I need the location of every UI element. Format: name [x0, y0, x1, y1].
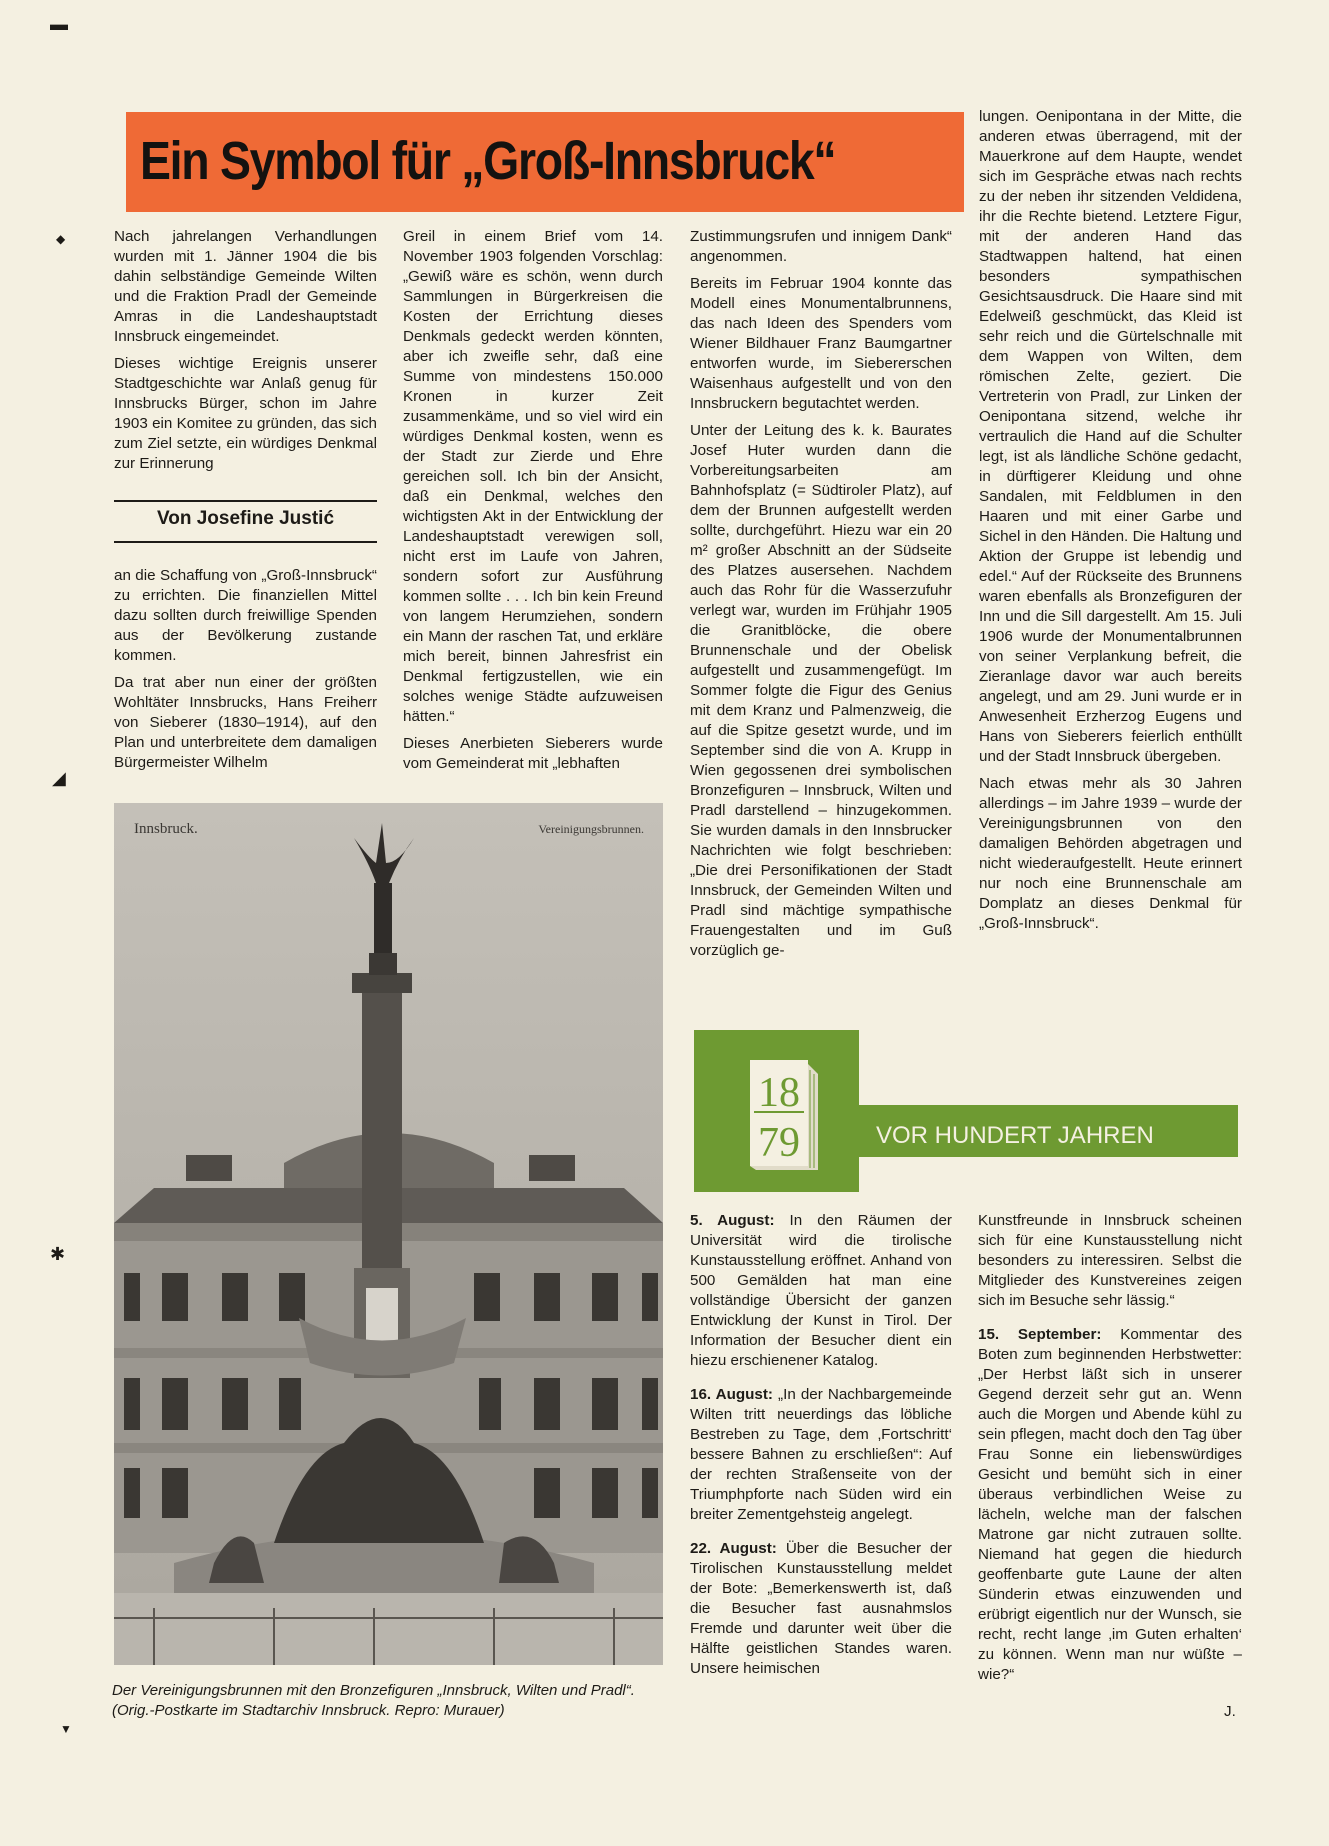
entry-text: In den Räumen der Universität wird die tirolische Kunstausstellung eröffnet. Anhand von 500 Gemälden hat man eine vollständige Übersicht der ganzen Entwicklung der Kunst in Tirol. Der Information der Besucher dient ein hiezu erschienener Katalog. [690, 1212, 952, 1369]
chronicle-entry [690, 1539, 952, 1679]
chronicle-entry [690, 1385, 952, 1525]
margin-mark: ▬ [50, 14, 68, 34]
byline: Von Josefine Justić [156, 508, 335, 529]
column-4 [979, 107, 1242, 941]
paragraph: Dieses Anerbieten Sieberers wurde vom Gemeinderat mit „lebhaften [403, 735, 663, 772]
author-signature: J. [1224, 1703, 1236, 1720]
paragraph: Nach jahrelangen Verhandlungen wurden mit 1. Jänner 1904 die bis dahin selbständige Gemeinde Wilten und die Fraktion Pradl der Gemeinde Amras in die Landeshauptstadt Innsbruck eingemeindet. [114, 228, 377, 345]
title-bar [126, 112, 964, 212]
fountain-illustration [114, 803, 663, 1665]
vor-hundert-jahren-banner [694, 1030, 1238, 1192]
entry-date: 5. August: [690, 1212, 775, 1229]
calendar-icon [750, 1060, 818, 1170]
paragraph: Dieses wichtige Ereignis unserer Stadtgeschichte war Anlaß genug für Innsbrucks Bürger, schon im Jahre 1903 ein Komitee zu gründen, das sich zum Ziel setzte, ein würdiges Denkmal zur Erinnerung [114, 355, 377, 472]
paragraph: Greil in einem Brief vom 14. November 1903 folgenden Vorschlag: „Gewiß wäre es schön, wenn durch Sammlungen in Bürgerkreisen die Kosten der Errichtung dieses Denkmals gedeckt werden könnten, aber ich zweifle sehr, daß eine Summe von mindestens 150.000 Kronen in kurzer Zeit zusammenkäme, und so viel wird ein würdiges Denkmal kosten, wenn es der Stadt zur Zierde und Ehre gereichen soll. Ich bin der Ansicht, daß ein Denkmal, welches den wichtigsten Akt in der Entwicklung der Landeshauptstadt verewigen soll, nicht erst im Laufe von Jahren, sondern sofort zur Ausführung kommen sollte . . . Ich bin kein Freund von langem Herumziehen, sondern ein Mann der raschen Tat, und erkläre mich bereit, binnen Jahresfrist ein Denkmal fertigzustellen, wie ein solches wenige Städte aufzuweisen hätten.“ [403, 228, 663, 725]
photo-caption: Der Vereinigungsbrunnen mit den Bronzefiguren „Innsbruck, Wilten und Pradl“. (Orig.-Postkarte im Stadtarchiv Innsbruck. Repro: Murauer) [112, 1682, 635, 1719]
margin-mark: ◢ [52, 768, 66, 788]
article-title: Ein Symbol für „Groß-Innsbruck“ [140, 131, 836, 191]
entry-text: Kommentar des Boten zum beginnenden Herbstwetter: „Der Herbst läßt sich in unserer Gegend derzeit sehr gut an. Wenn auch die Morgen und Abende kühl zu sein pflegen, macht doch den Tag über Frau Sonne ein liebenswürdiges Gesicht und bemüht sich in einer überaus verbindlichen Weise zu lächeln, welche man der falschen Matrone gar nicht zutrauen sollte. Niemand hat gegen die hiedurch geoffenbarte gute Laune der alten Sünderin etwas einzuwenden und erübrigt eigentlich nur der Wunsch, sie recht, recht lange ‚im Guten erhalten‘ zu können. Wenn man nur wüßte – wie?“ [978, 1326, 1242, 1683]
margin-mark: ▼ [60, 1722, 72, 1736]
chronicle-entry [978, 1325, 1242, 1685]
column-3 [690, 227, 952, 968]
column-2 [403, 227, 663, 781]
byline-rule-bottom [114, 541, 377, 543]
margin-mark: ✱ [50, 1244, 66, 1264]
entry-text: Kunstfreunde in Innsbruck scheinen sich für eine Kunstausstellung nicht besonders zu interessiren. Selbst die Mitglieder des Kunstvereines zeigen sich im Besuche sehr lässig.“ [978, 1212, 1242, 1309]
postcard-label-right: Vereinigungsbrunnen. [538, 822, 644, 836]
banner-label: VOR HUNDERT JAHREN [876, 1122, 1154, 1149]
entry-text: Über die Besucher der Tirolischen Kunstausstellung meldet der Bote: „Bemerkenswerth ist, daß die Besucher fast ausnahmslos Fremde und darunter weit über die Hälfte geistlichen Standes waren. Unsere heimischen [690, 1540, 952, 1677]
vhj-column-right [978, 1211, 1242, 1699]
chronicle-entry [690, 1211, 952, 1371]
vhj-column-left [690, 1211, 952, 1693]
postcard-label-left: Innsbruck. [134, 821, 198, 837]
byline-rule-top [114, 500, 377, 502]
paragraph: lungen. Oenipontana in der Mitte, die anderen etwas überragend, mit der Mauerkrone auf dem Haupte, wendet sich im Gespräche etwas nach rechts zu der neben ihr sitzenden Veldidena, ihr die Rechte bietend. Letztere Figur, mit der anderen Hand das Stadtwappen haltend, hat einen besonders sympathischen Gesichtsausdruck. Die Haare sind mit Edelweiß geschmückt, das Kleid ist sehr reich und die Gürtelschnalle mit dem Wappen von Wilten, dem römischen Zelte, geziert. Die Vertreterin von Pradl, zur Linken der Oenipontana sitzend, welche ihr vertraulich die Hand auf die Schulter legt, ist als ländliche Schöne gedacht, in dürftigerer Kleidung und ohne Sandalen, mit Feldblumen in den Haaren und mit einer Garbe und Sichel in den Händen. Die Haltung und Aktion der Gruppe ist lebendig und edel.“ Auf der Rückseite des Brunnens waren ebenfalls als Bronzefiguren der Inn und die Sill dargestellt. Am 15. Juli 1906 wurde der Monumentalbrunnen von seiner Verplankung befreit, die Zieranlage davor war auch bereits angelegt, und am 29. Juni wurde er in Anwesenheit Erzherzog Eugens und Hans von Sieberers feierlich enthüllt und der Stadt Innsbruck übergeben. [979, 108, 1242, 765]
paragraph: Bereits im Februar 1904 konnte das Modell eines Monumentalbrunnens, das nach Ideen des Spenders vom Wiener Bildhauer Franz Baumgartner entworfen wurde, im Siebererschen Waisenhaus aufgestellt und von den Innsbruckern begutachtet werden. [690, 275, 952, 412]
entry-date: 15. September: [978, 1326, 1102, 1343]
column-1-top [114, 227, 377, 481]
banner-year-bottom: 79 [758, 1120, 800, 1166]
paragraph: Zustimmungsrufen und innigem Dank“ angenommen. [690, 228, 952, 265]
margin-mark: ◆ [56, 232, 66, 246]
column-1-bottom [114, 566, 377, 780]
postcard-photo [114, 803, 663, 1665]
entry-text: „In der Nachbargemeinde Wilten tritt neuerdings das löbliche Bestreben zu Tage, dem ‚Fortschritt‘ bessere Bahnen zu erschließen“: Auf der rechten Straßenseite von der Triumphpforte nach Süden wird ein breiter Zementgehsteig angelegt. [690, 1386, 952, 1523]
chronicle-entry [978, 1211, 1242, 1311]
paragraph: an die Schaffung von „Groß-Innsbruck“ zu errichten. Die finanziellen Mittel dazu sollten durch freiwillige Spenden aus der Bevölkerung zustande kommen. [114, 567, 377, 664]
paragraph: Nach etwas mehr als 30 Jahren allerdings – im Jahre 1939 – wurde der Vereinigungsbrunnen von den damaligen Behörden abgetragen und nicht wiederaufgestellt. Heute erinnert nur noch eine Brunnenschale am Domplatz an dieses Denkmal für „Groß-Innsbruck“. [979, 775, 1242, 932]
paragraph: Unter der Leitung des k. k. Baurates Josef Huter wurden dann die Vorbereitungsarbeiten am Bahnhofsplatz (= Südtiroler Platz), auf dem der Brunnen aufgestellt werden sollte, durchgeführt. Hiezu war ein 20 m² großer Abschnitt an der Südseite des Platzes ausersehen. Nachdem auch das Rohr für die Wasserzufuhr verlegt war, wurden im Frühjahr 1905 die Granitblöcke, die obere Brunnenschale und der Obelisk aufgestellt und zusammengefügt. Im Sommer folgte die Figur des Genius mit dem Kranz und Palmenzweig, die auf die Spitze gesetzt wurde, und im September sind die von A. Krupp in Wien gegossenen drei symbolischen Bronzefiguren – Innsbruck, Wilten und Pradl darstellend – hinzugekommen. Sie wurden damals in den Innsbrucker Nachrichten wie folgt beschrieben: „Die drei Personifikationen der Stadt Innsbruck, der Gemeinden Wilten und Pradl sind mächtige sympathische Frauengestalten und im Guß vorzüglich ge- [690, 422, 952, 959]
entry-date: 16. August: [690, 1386, 773, 1403]
banner-year-top: 18 [758, 1070, 800, 1116]
entry-date: 22. August: [690, 1540, 777, 1557]
paragraph: Da trat aber nun einer der größten Wohltäter Innsbrucks, Hans Freiherr von Sieberer (1830–1914), auf den Plan und unterbreitete dem damaligen Bürgermeister Wilhelm [114, 674, 377, 771]
